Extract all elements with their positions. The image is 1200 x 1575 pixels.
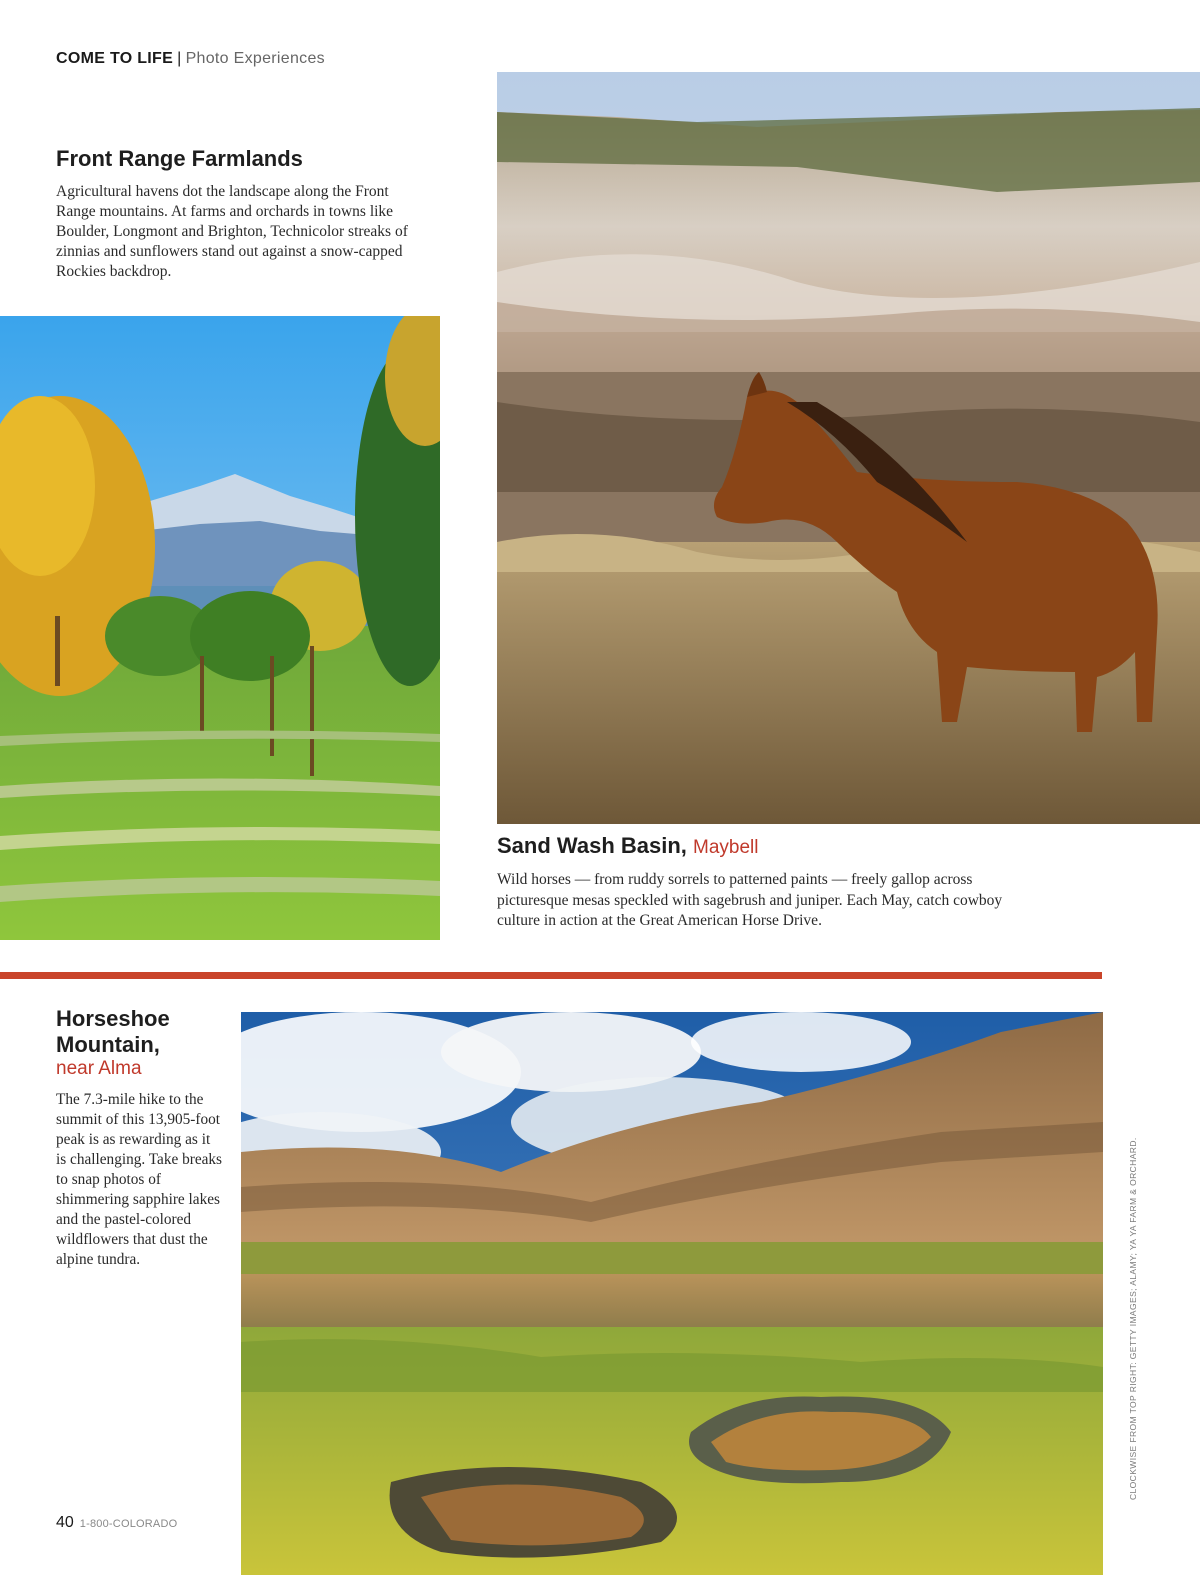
footer-phone: 1-800-COLORADO [79, 1518, 178, 1530]
horseshoe-title-line2: Mountain, [56, 1032, 160, 1057]
section-name: COME TO LIFE [56, 50, 174, 67]
sand-wash-heading [497, 832, 1007, 862]
sand-wash-place: Maybell [693, 837, 759, 858]
horseshoe-block [56, 1006, 224, 1270]
page-footer [56, 1514, 177, 1532]
mountain-lake-photo [241, 1012, 1103, 1575]
front-range-body: Agricultural havens dot the landscape along the Front Range mountains. At farms and orchards in towns like Boulder, Longmont and Brighton, Technicolor streaks of zinnias and sunflowers stand out against a snow-capped Rockies backdrop. [56, 183, 408, 280]
header-separator: | [177, 50, 182, 67]
wild-horse-photo [497, 72, 1200, 824]
sand-wash-block [497, 832, 1007, 932]
front-range-block [56, 146, 416, 282]
section-divider [0, 972, 1102, 979]
page-number: 40 [56, 1514, 74, 1531]
horseshoe-title-line1: Horseshoe [56, 1006, 170, 1031]
sand-wash-title: Sand Wash Basin, [497, 833, 687, 858]
orchard-photo [0, 316, 440, 940]
sand-wash-body: Wild horses — from ruddy sorrels to patterned paints — freely gallop across picturesque mesas speckled with sagebrush and juniper. Each May, catch cowboy culture in action at the Great American Horse Drive. [497, 871, 1003, 929]
horseshoe-body: The 7.3-mile hike to the summit of this 13,905-foot peak is as rewarding as it is challenging. Take breaks to snap photos of shimmering sapphire lakes and the pastel-colored wildflowers that dust the alpine tundra. [56, 1091, 223, 1268]
photo-credit: CLOCKWISE FROM TOP RIGHT: GETTY IMAGES; ALAMY; YA YA FARM & ORCHARD. [1128, 1137, 1138, 1500]
section-header [56, 50, 325, 68]
horseshoe-place: near Alma [56, 1058, 142, 1079]
horseshoe-heading [56, 1006, 224, 1058]
front-range-title: Front Range Farmlands [56, 146, 303, 171]
section-subtitle: Photo Experiences [185, 50, 325, 67]
